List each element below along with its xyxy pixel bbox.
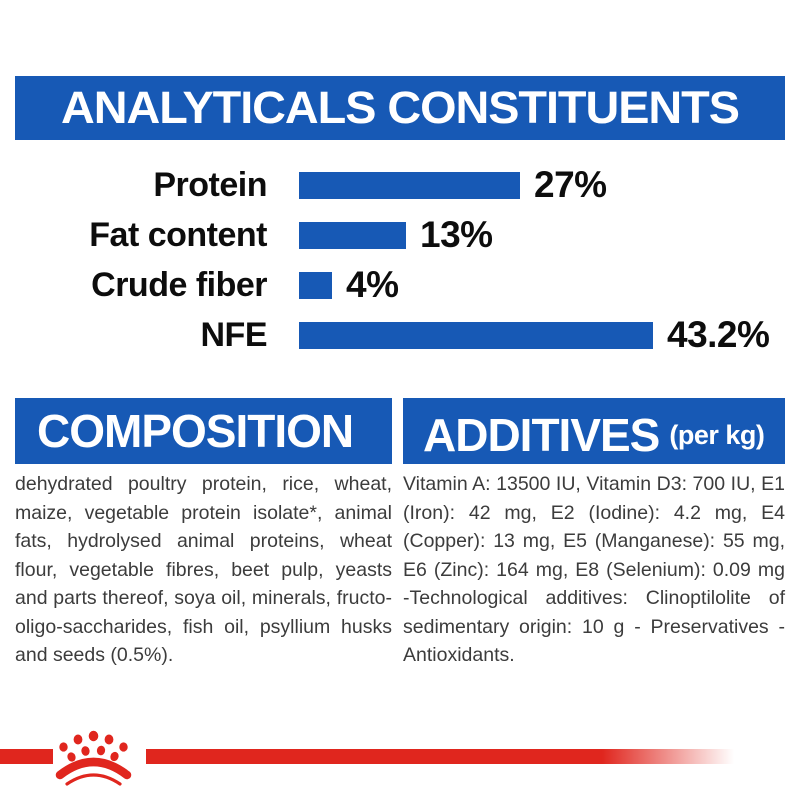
chart-bar [299,222,406,249]
chart-row-label: Protein [153,165,267,204]
analyticals-header-bar [15,76,785,140]
chart-row-label: Fat content [89,215,267,254]
analyticals-bar-chart [15,160,785,360]
chart-row [15,310,785,360]
chart-row [15,160,785,210]
chart-bar-value: 27% [534,164,607,205]
chart-bar [299,272,332,299]
chart-bar-value: 4% [346,264,399,305]
analyticals-title: ANALYTICALS CONSTITUENTS [61,82,739,133]
chart-bar-value: 13% [420,214,493,255]
chart-row-label: NFE [200,315,267,354]
chart-row-label: Crude fiber [91,265,267,304]
chart-row [15,210,785,260]
royal-canin-crown-icon [50,726,142,790]
composition-header-bar [15,398,392,464]
additives-title-suffix: (per kg) [669,419,765,450]
additives-body: Vitamin A: 13500 IU, Vitamin D3: 700 IU, E1 (Iron): 42 mg, E2 (Iodine): 4.2 mg, E4 (Copper): 13 mg, E5 (Manganese): 55 mg, E6 (Zinc): 164 mg, E8 (Selenium): 0.09 mg -Technological additives: Clinoptilolite of sedimentary origin: 10 g - Preservatives - Antioxidants. [403,473,785,666]
chart-bar-value: 43.2% [667,314,770,355]
composition-title: COMPOSITION [37,405,354,457]
chart-row [15,260,785,310]
additives-header-bar [403,398,785,464]
chart-bar [299,322,653,349]
footer-red-band-right [146,749,746,764]
additives-title: ADDITIVES [423,409,660,461]
composition-body: dehydrated poultry protein, rice, wheat, maize, vegetable protein isolate*, animal fats, hydrolysed animal proteins, wheat flour, vegetable fibres, beet pulp, yeasts and parts thereof, soya oil, minerals, fructo-oligo-saccharides, fish oil, psyllium husks and seeds (0.5%). [15,473,392,666]
footer-red-band-left [0,749,53,764]
chart-bar [299,172,520,199]
